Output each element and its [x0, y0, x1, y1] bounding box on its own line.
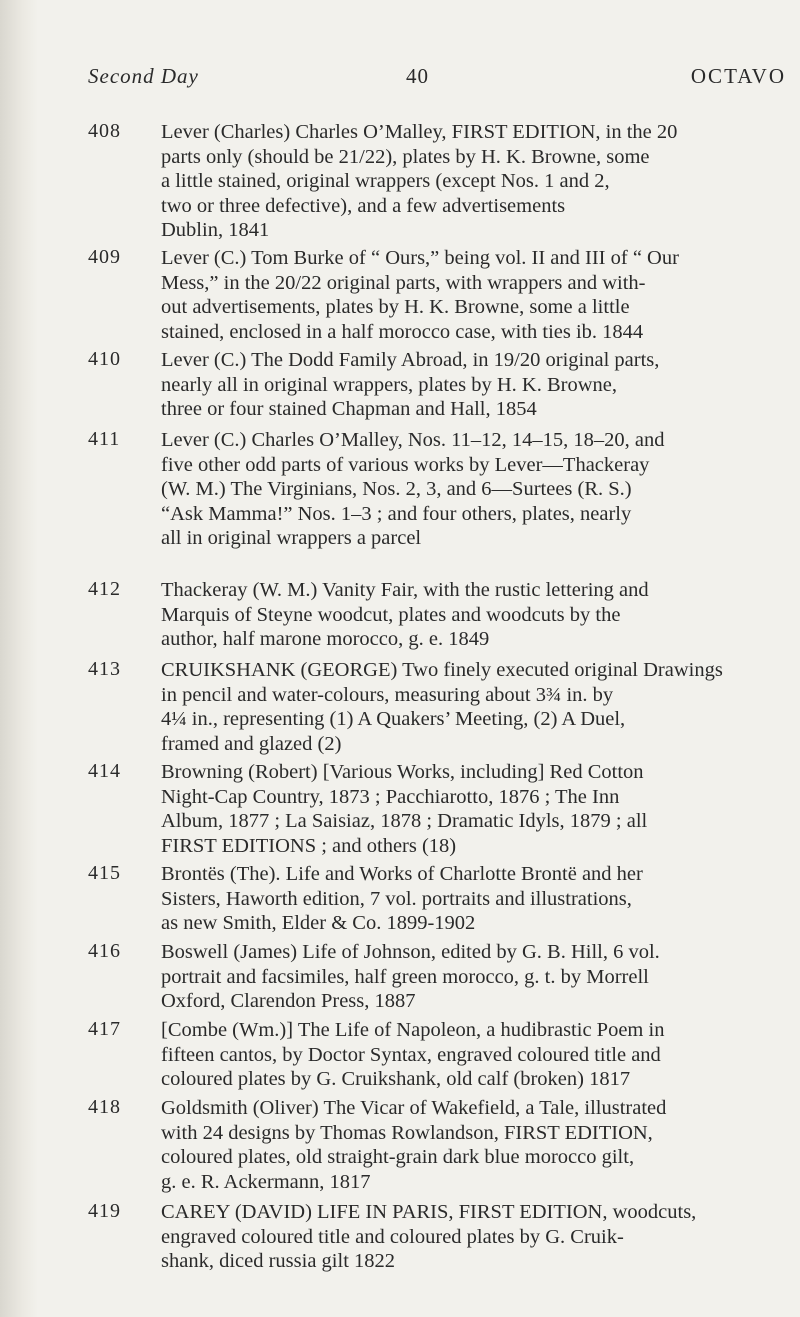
lot-line: Album, 1877 ; La Saisiaz, 1878 ; Dramatic Idyls, 1879 ; all — [161, 810, 648, 833]
lot-line: stained, enclosed in a half morocco case, with ties ib. 1844 — [161, 320, 644, 343]
lot-line: two or three defective), and a few advertisements — [161, 194, 566, 217]
lot-description — [161, 1096, 786, 1194]
lot-line: Night-Cap Country, 1873 ; Pacchiarotto, 1876 ; The Inn — [161, 785, 620, 808]
lot-line: 4¼ in., representing (1) A Quakers’ Meeting, (2) A Duel, — [161, 708, 626, 731]
lot-line: CAREY (DAVID) LIFE IN PARIS, FIRST EDITION, woodcuts, — [161, 1201, 697, 1223]
lot-line: Lever (Charles) Charles O’Malley, FIRST EDITION, in the 20 — [161, 121, 678, 143]
lot-line: Sisters, Haworth edition, 7 vol. portraits and illustrations, — [161, 887, 632, 910]
lot-line: Dublin, 1841 — [161, 219, 270, 242]
lot-line: Brontës (The). Life and Works of Charlotte Brontë and her — [161, 863, 643, 885]
lot-number: 414 — [88, 760, 121, 782]
lot-line: parts only (should be 21/22), plates by H. K. Browne, some — [161, 145, 650, 168]
lot-line: portrait and facsimiles, half green morocco, g. t. by Morrell — [161, 965, 649, 988]
lot-line: with 24 designs by Thomas Rowlandson, FIRST EDITION, — [161, 1121, 653, 1144]
format-label: OCTAVO — [690, 64, 786, 88]
lot-description — [161, 760, 786, 858]
lot-line: g. e. R. Ackermann, 1817 — [161, 1170, 371, 1193]
lot-number: 413 — [88, 658, 121, 680]
lot-line: as new Smith, Elder & Co. 1899-1902 — [161, 912, 476, 935]
lot-number: 409 — [88, 246, 121, 268]
lot-description — [161, 578, 786, 652]
lot-line: framed and glazed (2) — [161, 732, 342, 755]
lot-description — [161, 940, 786, 1014]
lot-line: shank, diced russia gilt 1822 — [161, 1250, 396, 1273]
lot-line: Lever (C.) The Dodd Family Abroad, in 19/20 original parts, — [161, 349, 660, 371]
lot-number: 410 — [88, 348, 121, 370]
lot-line: in pencil and water-colours, measuring about 3¾ in. by — [161, 683, 614, 706]
lot-line: Oxford, Clarendon Press, 1887 — [161, 990, 416, 1013]
lot-line: fifteen cantos, by Doctor Syntax, engraved coloured title and — [161, 1043, 661, 1066]
lot-line: all in original wrappers a parcel — [161, 527, 422, 550]
lot-description — [161, 1200, 786, 1274]
lot-line: out advertisements, plates by H. K. Browne, some a little — [161, 296, 630, 319]
page-number: 40 — [406, 64, 429, 88]
lot-line: five other odd parts of various works by Lever—Thackeray — [161, 453, 650, 476]
lot-number: 419 — [88, 1200, 121, 1222]
lot-line: FIRST EDITIONS ; and others (18) — [161, 834, 457, 857]
lot-line: Goldsmith (Oliver) The Vicar of Wakefield, a Tale, illustrated — [161, 1097, 667, 1119]
lot-description — [161, 658, 786, 756]
lot-line: three or four stained Chapman and Hall, 1854 — [161, 398, 537, 421]
lot-line: Lever (C.) Tom Burke of “ Ours,” being vol. II and III of “ Our — [161, 247, 679, 269]
lot-line: a little stained, original wrappers (except Nos. 1 and 2, — [161, 170, 610, 193]
page-header — [88, 64, 786, 98]
lot-line: coloured plates, old straight-grain dark blue morocco gilt, — [161, 1146, 635, 1169]
lot-number: 411 — [88, 428, 121, 450]
book-gutter — [0, 0, 38, 1317]
lot-description — [161, 428, 786, 551]
lot-description — [161, 348, 786, 422]
lot-number: 408 — [88, 120, 121, 142]
lot-line: Thackeray (W. M.) Vanity Fair, with the rustic lettering and — [161, 579, 649, 601]
lot-description — [161, 120, 786, 243]
lot-line: [Combe (Wm.)] The Life of Napoleon, a hudibrastic Poem in — [161, 1019, 665, 1041]
lot-description — [161, 862, 786, 936]
section-title: Second Day — [88, 64, 199, 88]
lot-line: Mess,” in the 20/22 original parts, with wrappers and with- — [161, 271, 646, 294]
lot-line: Browning (Robert) [Various Works, including] Red Cotton — [161, 761, 644, 783]
lot-line: Lever (C.) Charles O’Malley, Nos. 11–12, 14–15, 18–20, and — [161, 429, 665, 451]
lot-line: coloured plates by G. Cruikshank, old calf (broken) 1817 — [161, 1068, 631, 1091]
lot-description — [161, 246, 786, 344]
lot-line: Boswell (James) Life of Johnson, edited by G. B. Hill, 6 vol. — [161, 941, 660, 963]
lot-number: 418 — [88, 1096, 121, 1118]
lot-line: (W. M.) The Virginians, Nos. 2, 3, and 6—Surtees (R. S.) — [161, 478, 632, 501]
lot-line: nearly all in original wrappers, plates by H. K. Browne, — [161, 373, 618, 396]
lot-line: engraved coloured title and coloured plates by G. Cruik- — [161, 1225, 624, 1248]
lot-description — [161, 1018, 786, 1092]
lot-line: Marquis of Steyne woodcut, plates and woodcuts by the — [161, 603, 621, 626]
lot-line: author, half marone morocco, g. e. 1849 — [161, 628, 490, 651]
lot-line: “Ask Mamma!” Nos. 1–3 ; and four others, plates, nearly — [161, 502, 632, 525]
lot-number: 416 — [88, 940, 121, 962]
lot-number: 412 — [88, 578, 121, 600]
lot-line: CRUIKSHANK (GEORGE) Two finely executed original Drawings — [161, 659, 723, 681]
lot-number: 417 — [88, 1018, 121, 1040]
lot-number: 415 — [88, 862, 121, 884]
